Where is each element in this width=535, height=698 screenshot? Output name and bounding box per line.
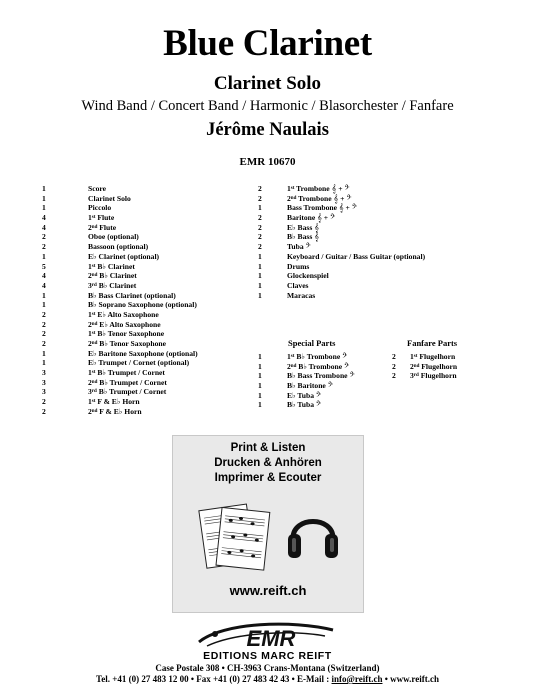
part-left-qty: 4 bbox=[42, 280, 46, 290]
part-left-name: 3rd B♭ Clarinet bbox=[88, 280, 137, 290]
contact-phone-fax: Tel. +41 (0) 27 483 12 00 • Fax +41 (0) 27 483 42 43 • E-Mail : bbox=[96, 674, 332, 684]
part-left-qty: 2 bbox=[42, 309, 46, 319]
part-right-name: E♭ Bass 𝄞 bbox=[287, 222, 319, 232]
part-left-name: B♭ Bass Clarinet (optional) bbox=[88, 290, 176, 300]
special-part-qty: 1 bbox=[258, 352, 262, 361]
part-left-row bbox=[42, 232, 242, 242]
special-part-qty: 1 bbox=[258, 371, 262, 381]
part-left-qty: 2 bbox=[42, 397, 46, 407]
part-left-name: E♭ Baritone Saxophone (optional) bbox=[88, 348, 198, 358]
part-right-row bbox=[258, 281, 488, 291]
part-left-name: 2nd Flute bbox=[88, 222, 117, 232]
fanfare-part-row bbox=[392, 371, 492, 381]
part-right-qty: 1 bbox=[258, 203, 262, 213]
publisher-contact bbox=[0, 674, 535, 684]
part-left-name: Clarinet Solo bbox=[88, 193, 131, 203]
part-right-qty: 2 bbox=[258, 184, 262, 193]
part-left-row bbox=[42, 368, 242, 378]
part-right-qty: 1 bbox=[258, 251, 262, 261]
part-left-qty: 4 bbox=[42, 222, 46, 232]
part-right-row bbox=[258, 194, 488, 204]
part-left-name: Bassoon (optional) bbox=[88, 242, 149, 252]
title: Blue Clarinet bbox=[163, 23, 372, 64]
part-left-row bbox=[42, 387, 242, 397]
emr-logo bbox=[193, 620, 343, 652]
contact-email[interactable]: info@reift.ch bbox=[331, 674, 383, 684]
part-left-qty: 2 bbox=[42, 406, 46, 416]
part-right-qty: 1 bbox=[258, 271, 262, 281]
part-right-name: Drums bbox=[287, 261, 310, 271]
print-listen-fr: Imprimer & Ecouter bbox=[214, 472, 322, 484]
part-left-qty: 5 bbox=[42, 261, 46, 271]
part-left-name: 1st B♭ Trumpet / Cornet bbox=[88, 368, 165, 378]
part-left-row bbox=[42, 378, 242, 388]
special-part-name: E♭ Tuba 𝄢 bbox=[287, 390, 322, 400]
part-left-row bbox=[42, 320, 242, 330]
part-left-name: 1st B♭ Tenor Saxophone bbox=[88, 329, 165, 339]
part-right-row bbox=[258, 271, 488, 281]
part-left-qty: 1 bbox=[42, 193, 46, 203]
part-right-qty: 2 bbox=[258, 193, 262, 203]
special-part-qty: 1 bbox=[258, 381, 262, 391]
fanfare-part-name: 1st Flugelhorn bbox=[410, 352, 456, 361]
headphones-icon bbox=[285, 502, 341, 566]
part-left-qty: 2 bbox=[42, 329, 46, 339]
part-left-row bbox=[42, 223, 242, 233]
parts-list-left bbox=[42, 184, 242, 417]
special-part-qty: 1 bbox=[258, 400, 262, 410]
fanfare-part-qty: 2 bbox=[392, 361, 396, 371]
part-right-qty: 1 bbox=[258, 261, 262, 271]
part-right-qty: 1 bbox=[258, 290, 262, 300]
print-listen-en: Print & Listen bbox=[230, 442, 306, 454]
part-left-name: 2nd F & E♭ Horn bbox=[88, 406, 142, 416]
part-left-name: Oboe (optional) bbox=[88, 232, 139, 242]
fanfare-parts-heading: Fanfare Parts bbox=[407, 338, 458, 348]
part-left-row bbox=[42, 300, 242, 310]
part-left-name: 1st E♭ Alto Saxophone bbox=[88, 309, 159, 319]
part-left-qty: 1 bbox=[42, 203, 46, 213]
part-right-row bbox=[258, 242, 488, 252]
parts-list-right bbox=[258, 184, 488, 300]
part-left-qty: 2 bbox=[42, 242, 46, 252]
part-left-qty: 1 bbox=[42, 251, 46, 261]
special-part-row bbox=[258, 362, 378, 372]
part-left-name: 1st B♭ Clarinet bbox=[88, 261, 135, 271]
part-left-row bbox=[42, 184, 242, 194]
part-left-row bbox=[42, 194, 242, 204]
part-left-name: Score bbox=[88, 184, 106, 193]
special-part-qty: 1 bbox=[258, 390, 262, 400]
part-left-qty: 2 bbox=[42, 339, 46, 348]
part-left-name: 1st F & E♭ Horn bbox=[88, 397, 140, 407]
part-right-row bbox=[258, 213, 488, 223]
fanfare-part-name: 2nd Flugelhorn bbox=[410, 361, 458, 371]
print-listen-box[interactable] bbox=[172, 435, 364, 613]
part-left-qty: 1 bbox=[42, 300, 46, 310]
logo-letters: EMR bbox=[246, 626, 296, 651]
part-left-row bbox=[42, 291, 242, 301]
part-left-row bbox=[42, 203, 242, 213]
part-left-qty: 4 bbox=[42, 271, 46, 281]
special-part-name: B♭ Tuba 𝄢 bbox=[287, 400, 322, 410]
part-left-qty: 1 bbox=[42, 290, 46, 300]
part-right-row bbox=[258, 291, 488, 301]
part-right-row bbox=[258, 223, 488, 233]
special-part-row bbox=[258, 391, 378, 401]
fanfare-part-qty: 2 bbox=[392, 352, 396, 361]
special-part-row bbox=[258, 381, 378, 391]
contact-website[interactable]: • www.reift.ch bbox=[382, 674, 439, 684]
part-left-row bbox=[42, 310, 242, 320]
print-listen-de: Drucken & Anhören bbox=[214, 457, 322, 469]
part-left-qty: 2 bbox=[42, 232, 46, 242]
part-right-qty: 1 bbox=[258, 280, 262, 290]
part-left-name: 3rd B♭ Trumpet / Cornet bbox=[88, 387, 167, 397]
part-left-row bbox=[42, 213, 242, 223]
part-left-row bbox=[42, 242, 242, 252]
special-part-name: 2nd B♭ Trombone 𝄢 bbox=[287, 361, 350, 371]
part-right-name: Glockenspiel bbox=[287, 271, 329, 281]
part-left-name: 2nd B♭ Tenor Saxophone bbox=[88, 339, 167, 348]
ensembles-line: Wind Band / Concert Band / Harmonic / Blasorchester / Fanfare bbox=[81, 98, 454, 114]
fanfare-part-qty: 2 bbox=[392, 371, 396, 381]
part-right-row bbox=[258, 262, 488, 272]
special-part-row bbox=[258, 400, 378, 410]
part-left-qty: 4 bbox=[42, 213, 46, 223]
special-part-name: B♭ Baritone 𝄢 bbox=[287, 381, 333, 391]
special-part-row bbox=[258, 371, 378, 381]
part-left-row bbox=[42, 252, 242, 262]
special-parts-list bbox=[258, 352, 378, 410]
part-left-row bbox=[42, 349, 242, 359]
part-left-row bbox=[42, 397, 242, 407]
part-right-qty: 2 bbox=[258, 242, 262, 252]
part-left-name: 2nd E♭ Alto Saxophone bbox=[88, 319, 161, 329]
part-right-name: 2nd Trombone 𝄞 + 𝄢 bbox=[287, 193, 352, 203]
website-link[interactable]: www.reift.ch bbox=[229, 583, 307, 598]
part-left-row bbox=[42, 407, 242, 417]
part-right-name: Claves bbox=[287, 280, 309, 290]
catalog-number: EMR 10670 bbox=[239, 156, 296, 168]
fanfare-parts-list bbox=[392, 352, 492, 381]
part-left-qty: 2 bbox=[42, 319, 46, 329]
part-right-row bbox=[258, 203, 488, 213]
part-right-name: Keyboard / Guitar / Bass Guitar (optional) bbox=[287, 251, 426, 261]
part-left-name: 1st Flute bbox=[88, 213, 115, 223]
part-left-qty: 3 bbox=[42, 368, 46, 378]
part-left-row bbox=[42, 339, 242, 349]
part-left-row bbox=[42, 262, 242, 272]
part-left-qty: 1 bbox=[42, 358, 46, 368]
part-left-row bbox=[42, 271, 242, 281]
part-right-name: Bass Trombone 𝄞 + 𝄢 bbox=[287, 203, 357, 213]
publisher-name: EDITIONS MARC REIFT bbox=[203, 650, 332, 662]
part-left-row bbox=[42, 358, 242, 368]
part-right-name: Maracas bbox=[287, 290, 316, 300]
special-part-name: 1st B♭ Trombone 𝄢 bbox=[287, 352, 348, 361]
special-parts-heading: Special Parts bbox=[288, 338, 336, 348]
part-right-row bbox=[258, 232, 488, 242]
part-left-qty: 3 bbox=[42, 377, 46, 387]
composer: Jérôme Naulais bbox=[206, 120, 329, 140]
part-right-name: B♭ Bass 𝄞 bbox=[287, 232, 319, 242]
part-left-name: E♭ Clarinet (optional) bbox=[88, 251, 160, 261]
part-left-name: B♭ Soprano Saxophone (optional) bbox=[88, 300, 197, 310]
part-left-name: Piccolo bbox=[88, 203, 112, 213]
part-left-name: E♭ Trumpet / Cornet (optional) bbox=[88, 358, 190, 368]
part-right-row bbox=[258, 184, 488, 194]
subtitle: Clarinet Solo bbox=[213, 73, 322, 94]
part-left-row bbox=[42, 281, 242, 291]
part-left-qty: 1 bbox=[42, 184, 46, 193]
part-right-qty: 2 bbox=[258, 232, 262, 242]
part-right-name: 1st Trombone 𝄞 + 𝄢 bbox=[287, 184, 350, 193]
part-right-qty: 2 bbox=[258, 222, 262, 232]
part-left-name: 2nd B♭ Trumpet / Cornet bbox=[88, 377, 167, 387]
part-right-name: Baritone 𝄞 + 𝄢 bbox=[287, 213, 336, 223]
special-part-name: B♭ Bass Trombone 𝄢 bbox=[287, 371, 355, 381]
fanfare-part-row bbox=[392, 352, 492, 362]
publisher-address: Case Postale 308 • CH-3963 Crans-Montana (Switzerland) bbox=[155, 663, 380, 673]
special-part-qty: 1 bbox=[258, 361, 262, 371]
sheet-music-icon bbox=[195, 498, 275, 574]
part-left-name: 2nd B♭ Clarinet bbox=[88, 271, 137, 281]
part-left-qty: 3 bbox=[42, 387, 46, 397]
fanfare-part-name: 3rd Flugelhorn bbox=[410, 371, 457, 381]
special-part-row bbox=[258, 352, 378, 362]
part-right-row bbox=[258, 252, 488, 262]
part-left-row bbox=[42, 329, 242, 339]
part-right-name: Tuba 𝄢 bbox=[287, 242, 311, 252]
part-left-qty: 1 bbox=[42, 348, 46, 358]
fanfare-part-row bbox=[392, 362, 492, 372]
part-right-qty: 2 bbox=[258, 213, 262, 223]
